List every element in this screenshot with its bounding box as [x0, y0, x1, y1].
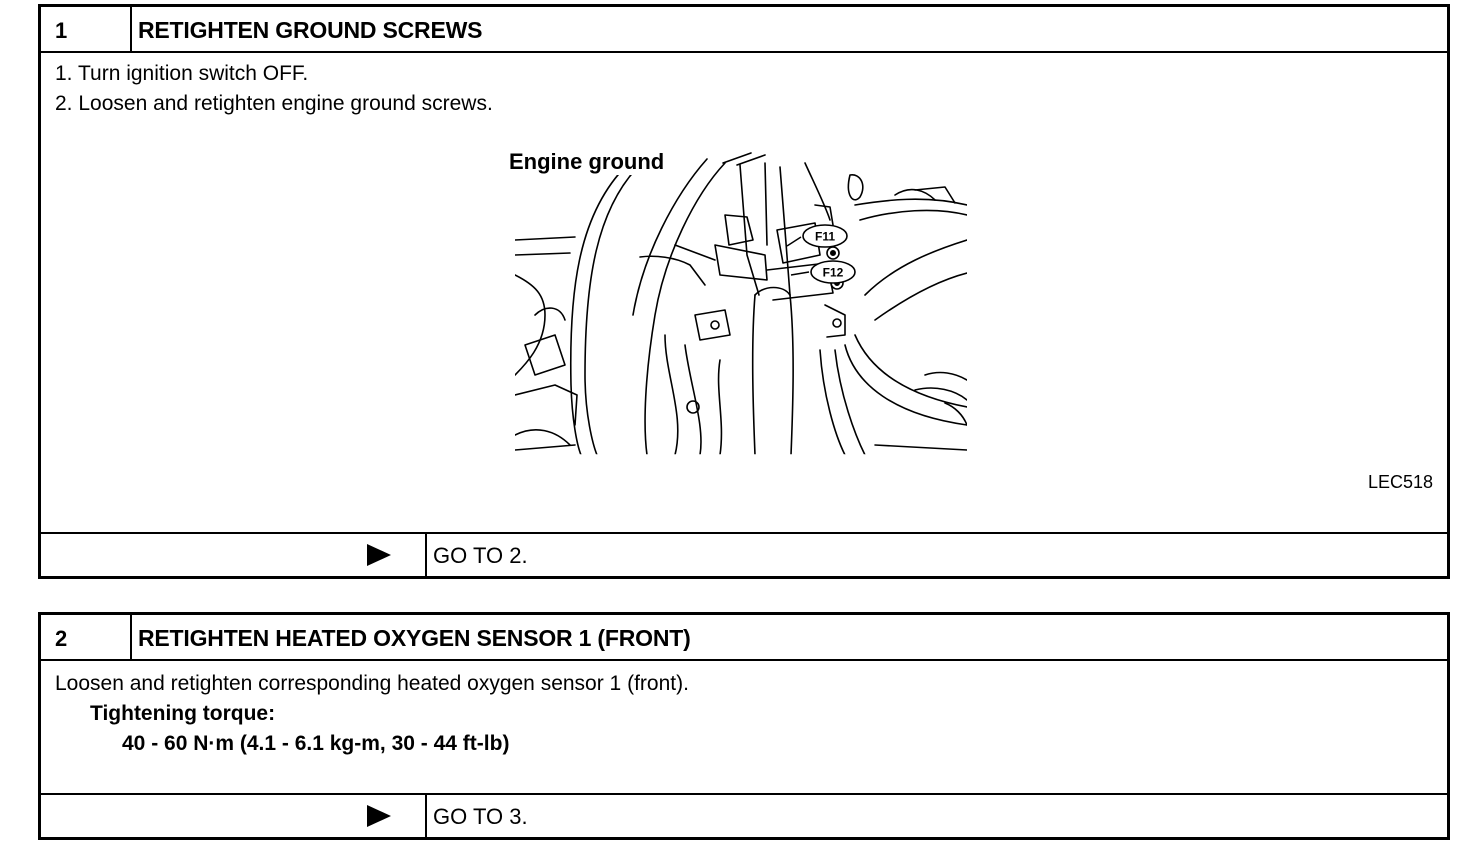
instruction-1: 1. Turn ignition switch OFF. — [55, 62, 309, 85]
figure-code: LEC518 — [1367, 472, 1433, 492]
step-1-footer — [41, 532, 1447, 576]
svg-text:F11: F11 — [814, 229, 836, 244]
step-1-box — [38, 4, 1450, 579]
torque-label: Tightening torque: — [90, 702, 276, 725]
goto-next-step: GO TO 3. — [433, 804, 528, 829]
callout-leaders — [781, 232, 821, 282]
engine-ground-label: Engine ground — [509, 149, 665, 174]
footer-divider — [425, 534, 427, 576]
play-arrow-icon — [367, 544, 391, 566]
step-2-header — [41, 615, 1447, 661]
footer-divider — [425, 795, 427, 837]
step-1-header — [41, 7, 1447, 53]
step-1-title: RETIGHTEN GROUND SCREWS — [138, 17, 483, 43]
torque-value: 40 - 60 N·m (4.1 - 6.1 kg-m, 30 - 44 ft-lb) — [122, 732, 510, 755]
instruction-2: 2. Loosen and retighten engine ground screws. — [55, 92, 493, 115]
goto-next-step: GO TO 2. — [433, 543, 528, 568]
engine-ground-illustration — [515, 145, 967, 455]
step-1-number: 1 — [55, 18, 68, 43]
step-2-footer — [41, 793, 1447, 837]
step-2-box — [38, 612, 1450, 840]
instruction: Loosen and retighten corresponding heated oxygen sensor 1 (front). — [55, 672, 689, 695]
header-divider — [130, 615, 132, 659]
play-arrow-icon — [367, 805, 391, 827]
header-divider — [130, 7, 132, 51]
step-2-title: RETIGHTEN HEATED OXYGEN SENSOR 1 (FRONT) — [138, 625, 691, 651]
step-2-number: 2 — [55, 626, 68, 651]
svg-text:F12: F12 — [822, 265, 844, 280]
step-1-instructions — [55, 59, 493, 119]
step-2-instructions — [55, 669, 689, 759]
